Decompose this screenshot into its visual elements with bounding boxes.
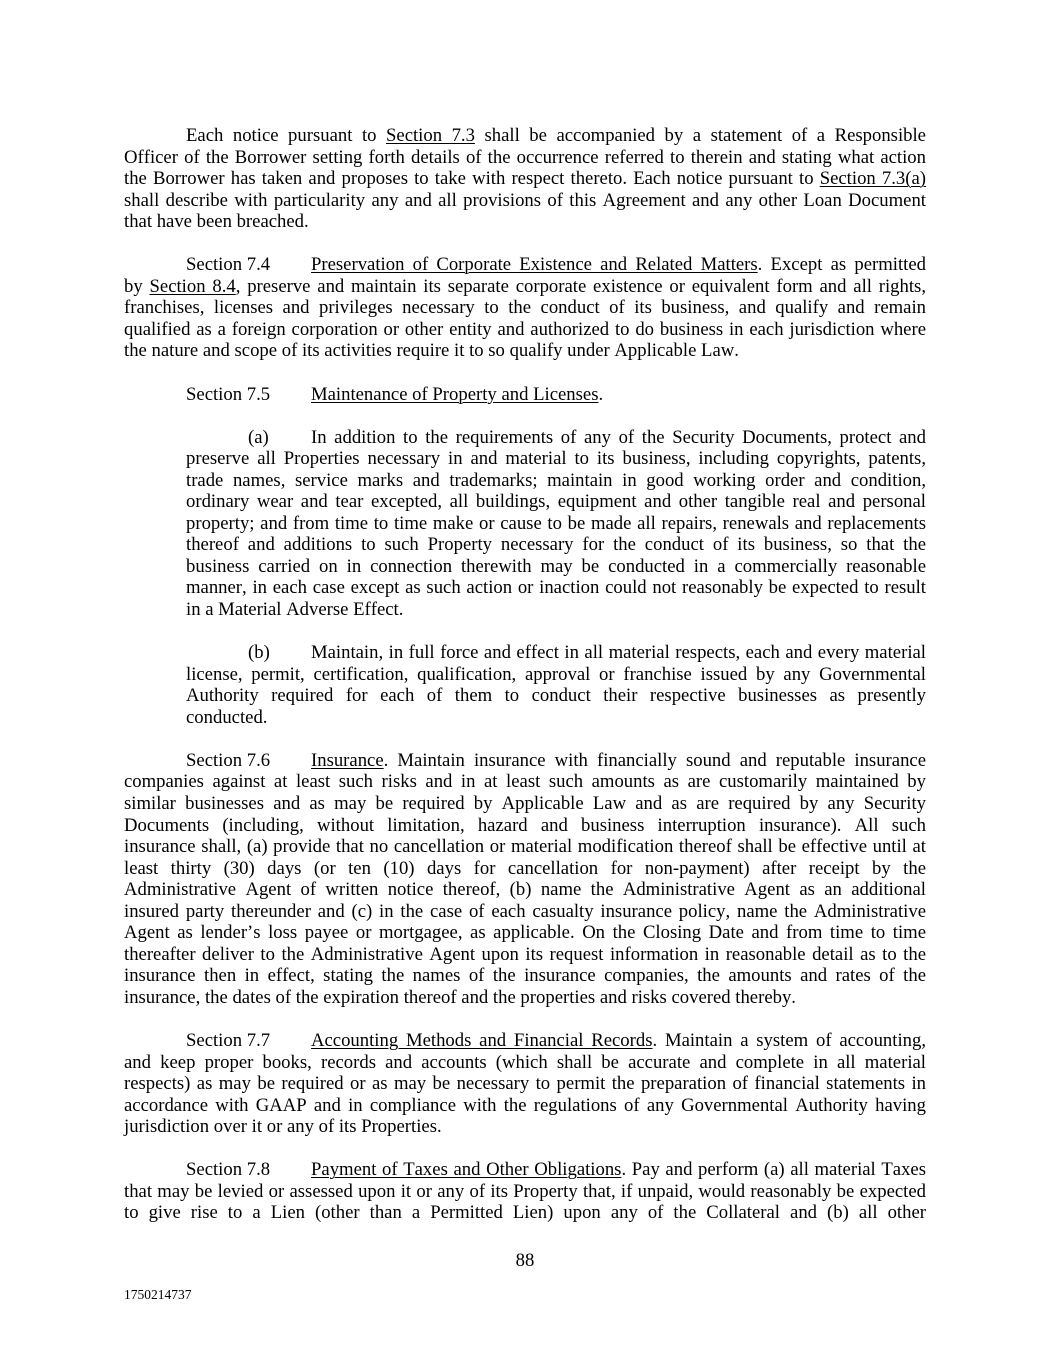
text-line [124,1202,926,1224]
text-run: preserve all Properties necessary in and material to its business, including copyrights, patents, [186,448,926,470]
clause-paragraph [186,427,926,621]
text-line [124,815,926,837]
text-run: insured party thereunder and (c) in the case of each casualty insurance policy, name the Administrative [124,900,926,922]
text-run: Each notice pursuant to [186,125,386,146]
text-line [124,1052,926,1074]
text-run: business carried on in connection therewith may be conducted in a commercially reasonable [186,555,926,577]
text-run: shall be accompanied by a statement of a Responsible [474,125,926,146]
paragraph [124,125,926,233]
text-run: qualified as a foreign corporation or other entity and authorized to do business in each jurisdiction where [124,318,926,340]
text-line [124,147,926,169]
document-body [124,125,926,1245]
text-run: Administrative Agent of written notice thereof, (b) name the Administrative Agent as an additional [124,879,926,901]
text-line [186,534,926,556]
text-line [124,1159,926,1181]
text-line [186,470,926,492]
text-run: Authority required for each of them to conduct their respective businesses as presently [186,685,926,707]
text-run: that have been breached. [124,211,309,233]
text-run: . [598,383,604,405]
text-run: conducted. [186,706,268,728]
text-run: manner, in each case except as such action or inaction could not reasonably be expected to result [186,577,926,599]
section-number: Section 7.8 [186,1159,271,1181]
text-run: companies against at least such risks and in at least such amounts as are customarily maintained by [124,771,926,793]
text-line [124,125,926,147]
text-line [124,750,926,772]
text-run: accordance with GAAP and in compliance with the regulations of any Governmental Authority having [124,1094,926,1116]
text-run: thereafter deliver to the Administrative Agent upon its request information in reasonable detail as to the [124,943,926,965]
text-line [186,664,926,686]
paragraph [124,1159,926,1224]
section-reference: Section 7.3(a) [819,168,927,190]
text-line [124,340,926,362]
section-title: Accounting Methods and Financial Records [311,1029,653,1051]
text-run: . Except as permitted [757,254,926,276]
text-line [186,577,926,599]
text-line [124,858,926,880]
text-line [186,427,926,449]
text-run: insurance then in effect, stating the names of the insurance companies, the amounts and rates of the [124,965,926,987]
text-run: shall describe with particularity any and all provisions of this Agreement and any other Loan Document [124,189,926,211]
text-line [124,879,926,901]
text-line [124,922,926,944]
section-number: Section 7.5 [186,383,271,405]
section-reference: Section 7.3 [386,125,475,146]
text-run: In addition to the requirements of any of the Security Documents, protect and [311,426,926,448]
text-line [124,1073,926,1095]
document-id-footer: 1750214737 [124,1287,192,1302]
text-run: trade names, service marks and trademarks; maintain in good working order and condition, [186,469,926,491]
text-line [124,1181,926,1203]
text-run: thereof and additions to such Property necessary for the conduct of its business, so that the [186,534,926,556]
paragraph [124,750,926,1009]
text-run: jurisdiction over it or any of its Properties. [124,1116,442,1138]
text-line [124,168,926,190]
text-line [186,707,926,729]
text-line [186,491,926,513]
text-line [124,190,926,212]
text-run: , preserve and maintain its separate corporate existence or equivalent form and all rights, [235,275,927,297]
text-line [124,297,926,319]
text-line [124,319,926,341]
text-run: license, permit, certification, qualification, approval or franchise issued by any Governmental [186,663,926,685]
text-line [124,1030,926,1052]
text-run: insurance shall, (a) provide that no cancellation or material modification thereof shall be effective until at [124,836,926,858]
text-run: property; and from time to time make or cause to be made all repairs, renewals and replacements [186,512,926,534]
text-run: that may be levied or assessed upon it or any of its Property that, if unpaid, would reasonably be expected [124,1180,926,1202]
text-run: . Pay and perform (a) all material Taxes [621,1159,926,1181]
section-reference: Section 8.4 [149,275,236,297]
text-run: Agent as lender’s loss payee or mortgagee, as applicable. On the Closing Date and from time to time [124,922,926,944]
text-line [124,1116,926,1138]
text-line [124,384,926,406]
text-line [124,771,926,793]
text-line [124,1095,926,1117]
text-run: insurance, the dates of the expiration thereof and the properties and risks covered thereby. [124,986,796,1008]
text-line [124,901,926,923]
text-run: the Borrower has taken and proposes to take with respect thereto. Each notice pursuant to [124,168,820,190]
text-line [124,836,926,858]
text-run: Officer of the Borrower setting forth details of the occurrence referred to therein and stating what action [124,146,926,168]
text-line [124,793,926,815]
section-title: Insurance [311,749,384,771]
clause-label: (a) [248,426,269,448]
text-line [124,254,926,276]
text-line [186,642,926,664]
text-line [186,599,926,621]
text-run: Maintain, in full force and effect in all material respects, each and every material [311,642,926,664]
paragraph [124,1030,926,1138]
text-run: and keep proper books, records and accounts (which shall be accurate and complete in all material [124,1051,926,1073]
text-line [124,965,926,987]
text-run: by [124,275,150,297]
text-line [186,685,926,707]
section-number: Section 7.6 [186,749,271,771]
text-run: in a Material Adverse Effect. [186,599,404,621]
text-run: ordinary wear and tear excepted, all buildings, equipment and other tangible real and personal [186,491,926,513]
text-line [124,211,926,233]
paragraph [124,254,926,362]
text-run: the nature and scope of its activities require it to so qualify under Applicable Law. [124,340,739,362]
text-line [124,944,926,966]
clause-paragraph [186,642,926,728]
text-run: franchises, licenses and privileges necessary to the conduct of its business, and qualify and remain [124,297,926,319]
paragraph [124,384,926,406]
clause-label: (b) [248,642,270,664]
text-line [124,987,926,1009]
section-title: Preservation of Corporate Existence and Related Matters [311,254,758,276]
section-title: Maintenance of Property and Licenses [311,383,599,405]
section-number: Section 7.7 [186,1029,271,1051]
text-run: to give rise to a Lien (other than a Permitted Lien) upon any of the Collateral and (b) all other [124,1202,926,1224]
text-run: Documents (including, without limitation, hazard and business interruption insurance). All such [124,814,926,836]
text-line [186,513,926,535]
text-run: least thirty (30) days (or ten (10) days for cancellation for non-payment) after receipt by the [124,857,926,879]
text-run: . Maintain insurance with financially sound and reputable insurance [383,749,926,771]
text-line [124,276,926,298]
text-run: respects) as may be required or as may be necessary to permit the preparation of financial statements in [124,1073,926,1095]
text-run: similar businesses and as may be required by Applicable Law and as are required by any Security [124,792,926,814]
section-number: Section 7.4 [186,254,271,276]
section-title: Payment of Taxes and Other Obligations [311,1159,622,1181]
text-line [186,448,926,470]
page-number: 88 [515,1250,535,1271]
text-run: . Maintain a system of accounting, [652,1029,926,1051]
text-line [186,556,926,578]
